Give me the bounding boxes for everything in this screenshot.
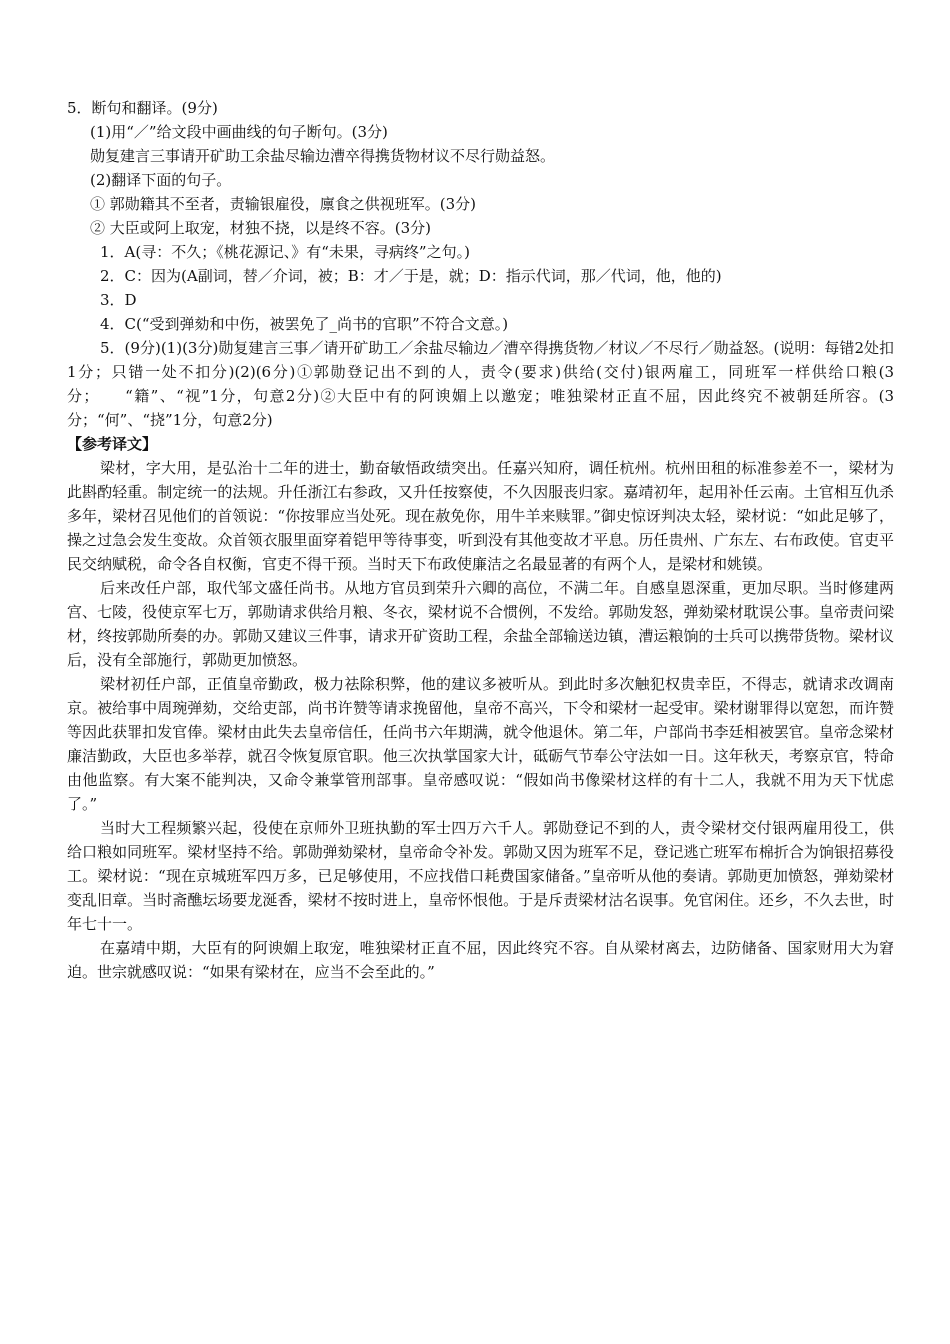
translation-paragraph-1: 梁材，字大用，是弘治十二年的进士，勤奋敏悟政绩突出。任嘉兴知府，调任杭州。杭州田租的标准参差不一，梁材为此斟酌轻重。制定统一的法规。升任浙江右参政，又升任按察使，不久因服丧归家。嘉靖初年，起用补任云南。土官相互仇杀多年，梁材召见他们的首领说：“你按罪应当处死。现在赦免你，用牛羊来赎罪。”御史惊讶判决太轻，梁材说：“如此足够了，操之过急会发生变故。众首领衣服里面穿着铠甲等待事变，听到没有其他变故才平息。历任贵州、广东左、右布政使。官吏平民交纳赋税，命令各自权衡，官吏不得干预。当时天下布政使廉洁之名最显著的有两个人，是梁材和姚镆。 bbox=[67, 459, 894, 573]
answer-4: 4．C(“受到弹劾和中伤，被罢免了_尚书的官职”不符合文意。) bbox=[100, 315, 509, 333]
translation-paragraph-4: 当时大工程频繁兴起，役使在京师外卫班执勤的军士四万六千人。郭勋登记不到的人，责令梁材交付银两雇用役工，供给口粮如同班军。梁材坚持不给。郭勋弹劾梁材，皇帝命令补发。郭勋又因为班军不足，登记逃亡班军布棉折合为饷银招募役工。梁材说：“现在京城班军四万多，已足够使用，不应找借口耗费国家储备。”皇帝听从他的奏请。郭勋更加愤怒，弹劾梁材变乱旧章。当时斋醮坛场要龙涎香，梁材不按时进上，皇帝怀恨他。于是斥责梁材沽名误事。免官闲住。还乡，不久去世，时年七十一。 bbox=[67, 819, 894, 933]
translation-paragraph-3: 梁材初任户部，正值皇帝勤政，极力祛除积弊，他的建议多被听从。到此时多次触犯权贵幸臣，不得志，就请求改调南京。被给事中周琬弹劾，交给吏部，尚书许赞等请求挽留他，皇帝不高兴，下令和梁材一起受审。梁材谢罪得以宽恕，而许赞等因此获罪扣发官俸。梁材由此失去皇帝信任，任尚书六年期满，就令他退休。第二年，户部尚书李廷相被罢官。皇帝念梁材廉洁勤政，大臣也多举荐，就召令恢复原官职。他三次执掌国家大计，砥砺气节奉公守法如一日。这年秋天，考察京官，特命由他监察。有大案不能判决，又命令兼掌管刑部事。皇帝感叹说：“假如尚书像梁材这样的有十二人，我就不用为天下忧虑了。” bbox=[67, 675, 894, 813]
answer-5: 5．(9分)(1)(3分)勋复建言三事／请开矿助工／余盐尽输边／漕卒得携货物／材议／不尽行／勋益怒。(说明：每错2处扣1分；只错一处不扣分)(2)(6分)①郭勋登记出不到的人，责令(要求)供给(交付)银两雇工，同班军一样供给口粮(3分； “籍”、“视”1分，句意2分)②大臣中有的阿谀媚上以邀宠；唯独梁材正直不屈，因此终究不被朝廷所容。(3分；“何”、“挠”1分，句意2分) bbox=[67, 339, 894, 429]
translation-paragraph-5: 在嘉靖中期，大臣有的阿谀媚上取宠，唯独梁材正直不屈，因此终究不容。自从梁材离去，边防储备、国家财用大为窘迫。世宗就感叹说：“如果有梁材在，应当不会至此的。” bbox=[67, 939, 894, 981]
question-sentence: 勋复建言三事请开矿助工余盐尽输边漕卒得携货物材议不尽行勋益怒。 bbox=[90, 147, 556, 165]
question-sub2: (2)翻译下面的句子。 bbox=[90, 171, 232, 189]
answer-1: 1．A(寻：不久；《桃花源记、》有“未果，寻病终”之句。) bbox=[100, 243, 470, 261]
question-sub1: (1)用“／”给文段中画曲线的句子断句。(3分) bbox=[90, 123, 388, 141]
answer-3: 3．D bbox=[100, 291, 137, 309]
translation-paragraph-2: 后来改任户部，取代邹文盛任尚书。从地方官员到荣升六卿的高位，不满二年。自感皇恩深重，更加尽职。当时修建两宫、七陵，役使京军七万，郭勋请求供给月粮、冬衣，梁材说不合惯例，不发给。郭勋发怒，弹劾梁材耽误公事。皇帝责问梁材，终按郭勋所奏的办。郭勋又建议三件事，请求开矿资助工程，余盐全部输送边镇，漕运粮饷的士兵可以携带货物。梁材议后，没有全部施行，郭勋更加愤怒。 bbox=[67, 579, 894, 669]
answer-2: 2．C：因为(A副词，替／介词，被；B：才／于是，就；D：指示代词，那／代词，他，他的) bbox=[100, 267, 722, 285]
question-title: 5．断句和翻译。(9分) bbox=[67, 99, 218, 117]
question-item-2: ② 大臣或阿上取宠，材独不挠，以是终不容。(3分) bbox=[90, 219, 432, 237]
question-item-1: ① 郭勋籍其不至者，责输银雇役，廪食之供视班军。(3分) bbox=[90, 195, 477, 213]
translation-heading: 【参考译文】 bbox=[67, 435, 158, 453]
